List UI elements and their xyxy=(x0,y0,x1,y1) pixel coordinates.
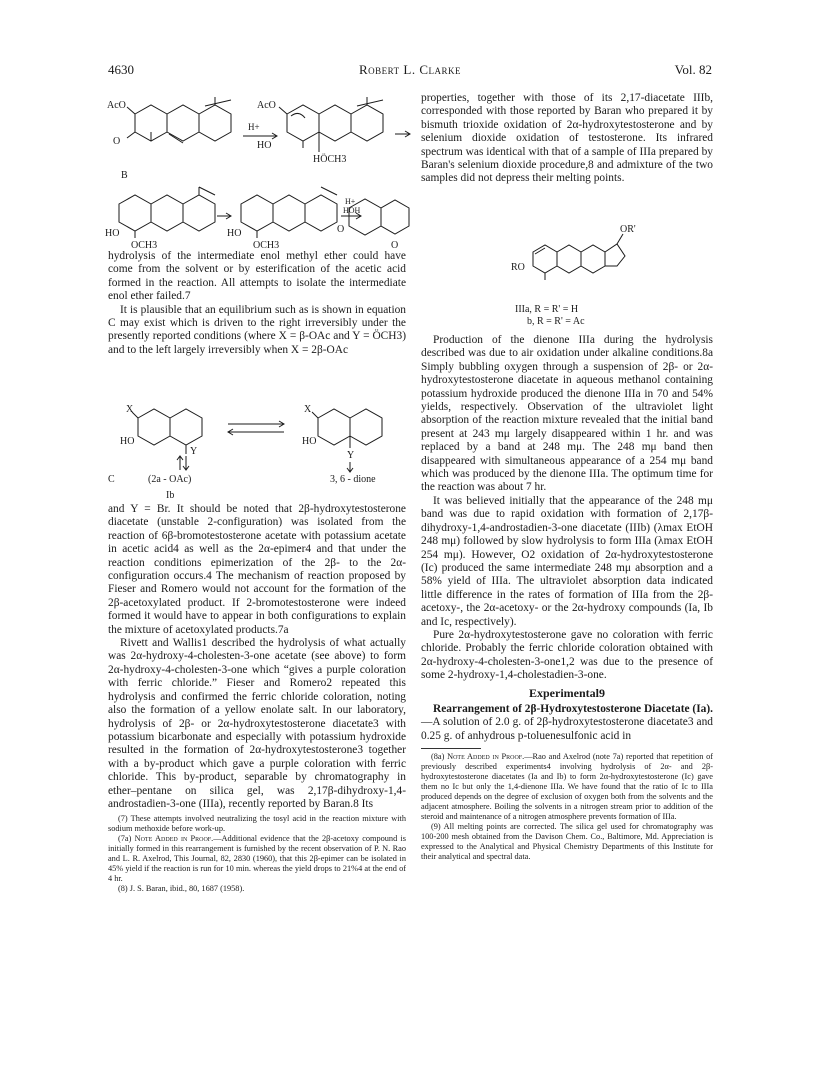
right-footnotes xyxy=(421,752,713,862)
left-column-lower xyxy=(108,503,406,894)
acid-label-2: H+ xyxy=(345,197,356,206)
steroid-structure-3 xyxy=(119,187,215,238)
aco-label-2: AcO xyxy=(257,100,276,111)
section-heading: Experimental9 xyxy=(529,685,605,700)
x-label-right: X xyxy=(304,404,312,415)
paragraph: properties, together with those of its 2,17-diacetate IIIb, corresponded with those reported by Baran who prepared it by bismuth trioxide oxidation of 2α-hydroxytestosterone and by selenium dioxide oxidation of testosterone. Its infrared spectrum was identical with that of a sample of IIIa prepared by Baran's selenium dioxide procedure,8 and admixture of the two samples did not depress their melting points. xyxy=(421,92,713,185)
paragraph: Rearrangement of 2β-Hydroxytestosterone Diacetate (Ia).—A solution of 2.0 g. of 2β-hydroxytestosterone diacetate3 and 0.25 g. of anhydrous p-toluenesulfonic acid in xyxy=(421,702,713,742)
steroid-structure-2 xyxy=(279,97,383,152)
scheme-label-c: C xyxy=(108,474,115,485)
left-column-upper xyxy=(108,250,406,357)
substituent-right: 3, 6 - dione xyxy=(330,474,376,485)
paragraph: Rivett and Wallis1 described the hydrolysis of what actually was 2α-hydroxy-4-cholesten-3-one acetate (see above) to form 2α-hydroxy-4-cholesten-3-one which “gives a purple coloration with ferric chloride.” Fieser and Romero2 repeated this hydrolysis and confirmed the ferric chloride coloration, noting also the formation of a yellow enolate salt. In our laboratory, hydrolysis of 2β- or 2α-hydroxytestosterone diacetate3 with potassium bicarbonate and especially with potassium hydroxide resulted in the formation of 2α-hydroxytestosterone3 together with a by-product which gave a purple coloration with ferric chloride. This by-product, separable by chromatography in ether–pentane on silica gel, was 2,17β-dihydroxy-1,4-androstadien-3-one (IIIa), recently reported by Baran.8 Its xyxy=(108,637,406,810)
och3-label-2: OCH3 xyxy=(253,240,280,251)
y-label-right: Y xyxy=(347,450,355,461)
reaction-scheme-b xyxy=(105,92,415,252)
right-column-body xyxy=(421,334,713,862)
footnote-7a: (7a) Note Added in Proof.—Additional evidence that the 2β-acetoxy compound is initially formed in this rearrangement is furnished by the recent observation of P. N. Rao and L. R. Axelrod, This Journal, 82, 2830 (1960), that this 2β-epimer can be isolated in 45% yield if the reaction is run for 10 min. whereas the yield drops to 21%4 at the end of 4 hr. xyxy=(108,834,407,884)
paragraph: and Y = Br. It should be noted that 2β-hydroxytestosterone diacetate (unstable 2-configuration) was isolated from the reaction of 6β-bromotestosterone acetate with potassium acetate in acetic acid4 as well as the 2α-epimer4 and that under the reaction conditions epimerization of the 2β- to the 2α-configuration occurs.4 The mechanism of reaction proposed by Fieser and Romero would not account for the formation of the 2β-acetoxylated product. If 2-bromotestosterone were indeed formed it would have to appear in both configurations to explain the mixture of acetoxylated products.7a xyxy=(108,503,406,636)
structure-caption-b: b, R = R' = Ac xyxy=(527,316,585,327)
steroid-structure-c-right xyxy=(312,409,382,448)
hoh-label: HOH xyxy=(343,206,361,215)
reaction-scheme-c xyxy=(108,398,408,502)
och3-label-1: OCH3 xyxy=(131,240,158,251)
compound-ib-label: Ib xyxy=(166,490,175,501)
oxo-label-1: O xyxy=(337,224,345,235)
right-column-top xyxy=(421,92,713,186)
acid-label-1: H+ xyxy=(248,122,260,132)
ho-label-2: HO xyxy=(105,228,120,239)
paragraph: It was believed initially that the appearance of the 248 mμ band was due to rapid oxidation with formation of 2,17β-dihydroxy-1,4-androstadien-3-one diacetate (IIIb) (λmax EtOH 248 mμ) followed by slow hydrolysis to form IIIa (λmax EtOH 254 mμ). However, O2 oxidation of 2α-hydroxytestosterone (Ic) produced the same intermediate 248 mμ absorption and a 58% yield of IIIa. The ultraviolet absorption data indicated little difference in the rates of formation of IIIa from the 2β-acetoxy-, the 2α-acetoxy- or the 2α-hydroxy compounds (Ia, Ib and Ic, respectively). xyxy=(421,494,713,628)
footnote-8a: (8a) Note Added in Proof.—Rao and Axelrod (note 7a) reported that repetition of previously described experiments4 involving hydrolysis of 2α- and 2β-hydroxytestosterone diacetates (Ia and Ib) to form 2α-hydroxytestosterone (Ic) gave them no Ic but only the 1,4-dienone IIIa. We have found that the ratio of Ic to IIIa produced depends on the degree of exclusion of oxygen both from the solvents and the adjacent atmosphere. Boiling the solvents in a nitrogen stream prior to addition of the steroid and maintenance of a nitrogen atmosphere prevents formation of IIIa. xyxy=(421,752,713,822)
left-footnotes xyxy=(108,814,406,894)
structure-ro-label: RO xyxy=(511,262,525,273)
footnote-8: (8) J. S. Baran, ibid., 80, 1687 (1958). xyxy=(118,884,245,894)
svg-text:O: O xyxy=(113,136,121,147)
paragraph: Pure 2α-hydroxytestosterone gave no coloration with ferric chloride. Probably the ferric chloride coloration obtained with 2α-hydroxy-4-cholesten-3-one1,2 was due to the presence of some 2-hydroxy-1,4-cholestadien-3-one. xyxy=(421,628,713,682)
steroid-structure-1 xyxy=(127,97,231,143)
footnote-7: (7) These attempts involved neutralizing the tosyl acid in the reaction mixture with sodium methoxide before work-up. xyxy=(108,814,406,834)
hoch3-label: HÖCH3 xyxy=(313,154,347,165)
ho-label-c-right: HO xyxy=(302,436,317,447)
aco-label-1: AcO xyxy=(107,100,126,111)
volume-label: Vol. 82 xyxy=(674,62,712,77)
author-name: Robert L. Clarke xyxy=(359,62,461,77)
y-label-left: Y xyxy=(190,446,198,457)
ho-label-c-left: HO xyxy=(120,436,135,447)
footnote-9: (9) All melting points are corrected. The silica gel used for chromatography was 100-200 mesh obtained from the Davison Chem. Co., Baltimore, Md. Appreciation is expressed to the Analytical and Physical Chemistry Departments of this Institute for their analytical and spectral data. xyxy=(421,822,713,862)
structure-or-label: OR' xyxy=(620,224,636,235)
steroid-structure-4 xyxy=(241,187,337,238)
paragraph: It is plausible that an equilibrium such as is shown in equation C may exist which is driven to the right irreversibly under the presently reported conditions (where X = β-OAc and Y = ÖCH3) and to the left largely irreversibly when X = 2β-OAc xyxy=(108,303,406,356)
page-number: 4630 xyxy=(108,62,134,77)
steroid-structure-5 xyxy=(349,199,409,235)
oxo-label-2: O xyxy=(391,240,399,251)
paragraph: hydrolysis of the intermediate enol methyl ether could have come from the solvent or by esterification of the acetic acid formed in the reaction. All attempts to isolate the intermediate enol ether failed.7 xyxy=(108,250,406,303)
substituent-left: (2a - OAc) xyxy=(148,474,192,485)
paragraph: Production of the dienone IIIa during the hydrolysis described was due to air oxidation under alkaline conditions.8a Simply bubbling oxygen through a suspension of 2β- or 2α-hydroxytestosterone diacetate in aqueous methanol containing potassium hydroxide produced the dienone IIIa in 70 and 54% yields, respectively. Observation of the ultraviolet light absorption of the reaction mixture revealed that the initial band present at 243 mμ largely disappeared within 1 hr. and was replaced by a band at 248 mμ. The 248 mμ band then disappeared with simultaneous appearance of a 254 mμ band which was produced by the dienone IIIa. The optimum time for the reaction was about 7 hr. xyxy=(421,334,713,494)
x-label-left: X xyxy=(126,404,134,415)
ho-label-1: HO xyxy=(257,140,272,151)
footnote-divider xyxy=(421,748,481,749)
ho-label-3: HO xyxy=(227,228,242,239)
scheme-label-b: B xyxy=(121,170,128,181)
running-header xyxy=(108,62,712,82)
structure-caption-a: IIIa, R = R' = H xyxy=(515,304,579,315)
